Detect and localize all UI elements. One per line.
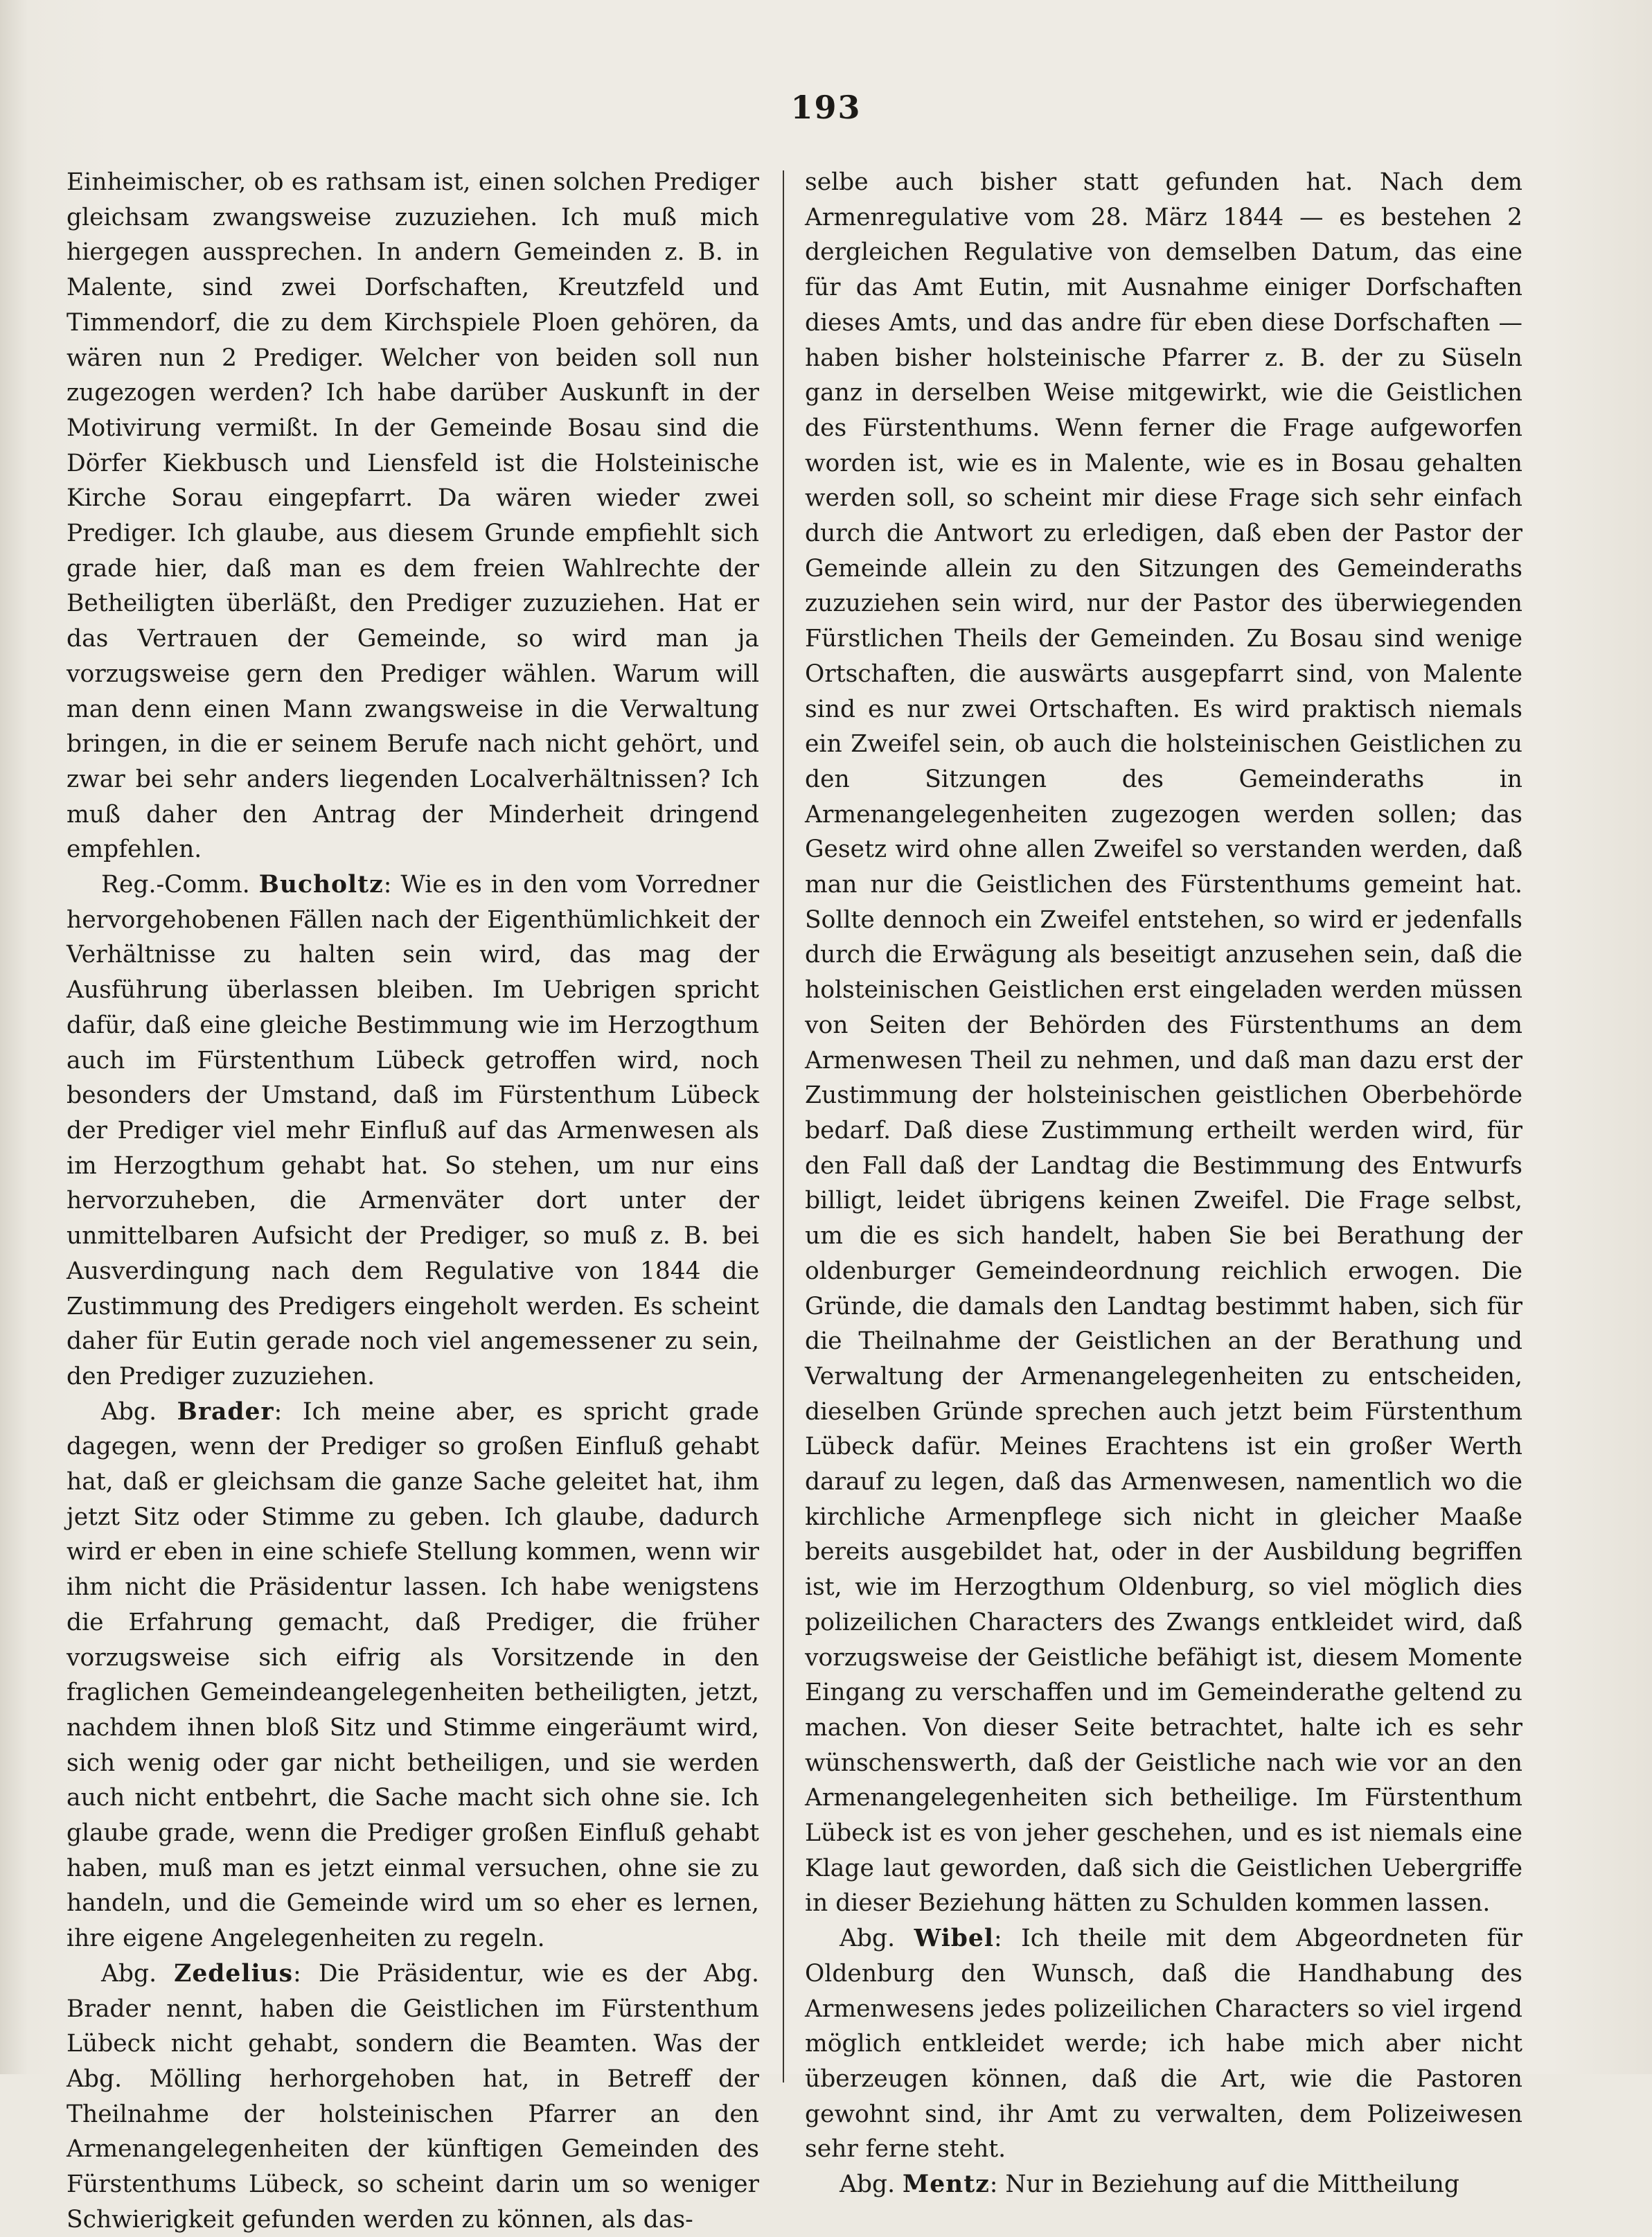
paragraph-continuation	[805, 165, 1522, 1921]
speech-brader: Abg. Brader: Ich meine aber, es spricht grade dagegen, wenn der Prediger so großen Einfluß gehabt hat, daß er gleichsam die ganze Sache geleitet hat, ihm jetzt Sitz oder Stimme zu geben. Ich glaube, dadurch wird er eben in eine schiefe Stellung kommen, wenn wir ihm nicht die Präsidentur lassen. Ich habe wenigstens die Erfahrung gemacht, daß Prediger, die früher vorzugsweise sich eifrig als Vorsitzende in den fraglichen Gemeindeangelegenheiten betheiligten, jetzt, nachdem ihnen bloß Sitz und Stimme eingeräumt wird, sich wenig oder gar nicht betheiligen, und sie werden auch nicht entbehrt, die Sache macht sich ohne sie. Ich glaube grade, wenn die Prediger großen Einfluß gehabt haben, muß man es jetzt einmal versuchen, ohne sie zu handeln, und die Gemeinde wird um so eher es lernen, ihre eigene Angelegenheiten zu regeln.	[66, 1397, 759, 1953]
speaker-name: Wibel	[914, 1925, 994, 1953]
speech-wibel: Abg. Wibel: Ich theile mit dem Abgeordneten für Oldenburg den Wunsch, daß die Handhabung des Armenwesens jedes polizeilichen Characters so viel irgend möglich entkleidet werde; ich habe mich aber nicht überzeugen können, daß die Art, wie die Pastoren gewohnt sind, ihr Amt zu verwalten, dem Polizeiwesen sehr ferne steht.	[805, 1925, 1523, 2164]
speaker-prefix: Reg.-Comm.	[101, 871, 250, 899]
paragraph-continuation	[66, 165, 759, 867]
speaker-prefix: Abg.	[101, 1959, 157, 1988]
paragraph-text: selbe auch bisher statt gefunden hat. Nach dem Armenregulative vom 28. März 1844 — es bestehen 2 dergleichen Regulative von demselben Datum, das eine für das Amt Eutin, mit Ausnahme einiger Dorfschaften dieses Amts, und das andre für eben diese Dorfschaften — haben bisher holsteinische Pfarrer z. B. der zu Süseln ganz in derselben Weise mitgewirkt, wie die Geistlichen des Fürstenthums. Wenn ferner die Frage aufgeworfen worden ist, wie es in Malente, wie es in Bosau gehalten werden soll, so scheint mir diese Frage sich sehr einfach durch die Antwort zu erledigen, daß eben der Pastor der Gemeinde allein zu den Sitzungen des Gemeinderaths zuzuziehen sein wird, nur der Pastor des überwiegenden Fürstlichen Theils der Gemeinden. Zu Bosau sind wenige Ortschaften, die auswärts ausgepfarrt sind, von Malente sind es nur zwei Ortschaften. Es wird praktisch niemals ein Zweifel sein, ob auch die holsteinischen Geistlichen zu den Sitzungen des Gemeinderaths in Armenangelegenheiten zugezogen werden sollen; das Gesetz wird ohne allen Zweifel so verstanden werden, daß man nur die Geistlichen des Fürstenthums gemeint hat. Sollte dennoch ein Zweifel entstehen, so wird er jedenfalls durch die Erwägung als beseitigt anzusehen sein, daß die holsteinischen Geistlichen erst eingeladen werden müssen von Seiten der Behörden des Fürstenthums an dem Armenwesen Theil zu nehmen, und daß man dazu erst der Zustimmung der holsteinischen geistlichen Oberbehörde bedarf. Daß diese Zustimmung ertheilt werden wird, für den Fall daß der Landtag die Bestimmung des Entwurfs billigt, leidet übrigens keinen Zweifel. Die Frage selbst, um die es sich handelt, haben Sie bei Berathung der oldenburger Gemeindeordnung reichlich erwogen. Die Gründe, die damals den Landtag bestimmt haben, sich für die Theilnahme der Geistlichen an der Berathung und Verwaltung der Armenangelegenheiten zu entscheiden, dieselben Gründe sprechen auch jetzt beim Fürstenthum Lübeck dafür. Meines Erachtens ist ein großer Werth darauf zu legen, daß das Armenwesen, namentlich wo die kirchliche Armenpflege sich nicht in gleicher Maaße bereits ausgebildet hat, oder in der Ausbildung begriffen ist, wie im Herzogthum Oldenburg, so viel möglich dies polizeilichen Characters des Zwangs entkleidet wird, daß vorzugsweise der Geistliche befähigt ist, diesem Momente Eingang zu verschaffen und im Gemeinderathe geltend zu machen. Von dieser Seite betrachtet, halte ich es sehr wünschenswerth, daß der Geistliche nach wie vor an den Armenangelegenheiten sich betheilige. Im Fürstenthum Lübeck ist es von jeher geschehen, und es ist niemals eine Klage laut geworden, daß sich die Geistlichen Uebergriffe in dieser Beziehung hätten zu Schulden kommen lassen.	[805, 168, 1522, 1918]
speaker-name: Brader	[177, 1397, 274, 1426]
speaker-name: Bucholtz	[258, 871, 384, 899]
page-number: 193	[790, 89, 862, 126]
paragraph-text: Nur in Beziehung auf die Mittheilung	[1005, 2170, 1459, 2199]
speaker-prefix: Abg.	[840, 1925, 896, 1953]
speech-bucholtz: Reg.-Comm. Bucholtz: Wie es in den vom Vorredner hervorgehobenen Fällen nach der Eigenthümlichkeit der Verhältnisse zu halten sein wird, das mag der Ausführung überlassen bleiben. Im Uebrigen spricht dafür, daß eine gleiche Bestimmung wie im Herzogthum auch im Fürstenthum Lübeck getroffen wird, noch besonders der Umstand, daß im Fürstenthum Lübeck der Prediger viel mehr Einfluß auf das Armenwesen als im Herzogthum gehabt hat. So stehen, um nur eins hervorzuheben, die Armenväter dort unter der unmittelbaren Aufsicht der Prediger, so muß z. B. bei Ausverdingung nach dem Regulative von 1844 die Zustimmung des Predigers eingeholt werden. Es scheint daher für Eutin gerade noch viel angemessener zu sein, den Prediger zuzuziehen.	[66, 871, 759, 1390]
left-column	[66, 165, 759, 2237]
speech-zedelius: Abg. Zedelius: Die Präsidentur, wie es der Abg. Brader nennt, haben die Geistlichen im Fürstenthum Lübeck nicht gehabt, sondern die Beamten. Was der Abg. Mölling herhorgehoben hat, in Betreff der Theilnahme der holsteinischen Pfarrer an den Armenangelegenheiten der künftigen Gemeinden des Fürstenthums Lübeck, so scheint darin um so weniger Schwierigkeit gefunden werden zu können, als das-	[66, 1959, 760, 2234]
paragraph-text: Wie es in den vom Vorredner hervorgehobenen Fällen nach der Eigenthümlichkeit der Verhältnisse zu halten sein wird, das mag der Ausführung überlassen bleiben. Im Uebrigen spricht dafür, daß eine gleiche Bestimmung wie im Herzogthum auch im Fürstenthum Lübeck getroffen wird, noch besonders der Umstand, daß im Fürstenthum Lübeck der Prediger viel mehr Einfluß auf das Armenwesen als im Herzogthum gehabt hat. So stehen, um nur eins hervorzuheben, die Armenväter dort unter der unmittelbaren Aufsicht der Prediger, so muß z. B. bei Ausverdingung nach dem Regulative von 1844 die Zustimmung des Predigers eingeholt werden. Es scheint daher für Eutin gerade noch viel angemessener zu sein, den Prediger zuzuziehen.	[66, 871, 759, 1390]
paragraph-text: Ich meine aber, es spricht grade dagegen, wenn der Prediger so großen Einfluß gehabt hat, daß er gleichsam die ganze Sache geleitet hat, ihm jetzt Sitz oder Stimme zu geben. Ich glaube, dadurch wird er eben in eine schiefe Stellung kommen, wenn wir ihm nicht die Präsidentur lassen. Ich habe wenigstens die Erfahrung gemacht, daß Prediger, die früher vorzugsweise sich eifrig als Vorsitzende in den fraglichen Gemeindeangelegenheiten betheiligten, jetzt, nachdem ihnen bloß Sitz und Stimme eingeräumt wird, sich wenig oder gar nicht betheiligen, und sie werden auch nicht entbehrt, die Sache macht sich ohne sie. Ich glaube grade, wenn die Prediger großen Einfluß gehabt haben, muß man es jetzt einmal versuchen, ohne sie zu handeln, und die Gemeinde wird um so eher es lernen, ihre eigene Angelegenheiten zu regeln.	[66, 1397, 759, 1953]
speech-mentz: Abg. Mentz: Nur in Beziehung auf die Mittheilung	[840, 2170, 1459, 2199]
paragraph-text: Einheimischer, ob es rathsam ist, einen solchen Prediger gleichsam zwangsweise zuzuziehen. Ich muß mich hiergegen aussprechen. In andern Gemeinden z. B. in Malente, sind zwei Dorfschaften, Kreutzfeld und Timmendorf, die zu dem Kirchspiele Ploen gehören, da wären nun 2 Prediger. Welcher von beiden soll nun zugezogen werden? Ich habe darüber Auskunft in der Motivirung vermißt. In der Gemeinde Bosau sind die Dörfer Kiekbusch und Liensfeld ist die Holsteinische Kirche Sorau eingepfarrt. Da wären wieder zwei Prediger. Ich glaube, aus diesem Grunde empfiehlt sich grade hier, daß man es dem freien Wahlrechte der Betheiligten überläßt, den Prediger zuzuziehen. Hat er das Vertrauen der Gemeinde, so wird man ja vorzugsweise gern den Prediger wählen. Warum will man denn einen Mann zwangsweise in die Verwaltung bringen, in die er seinem Berufe nach nicht gehört, und zwar bei sehr anders liegenden Localverhältnissen? Ich muß daher den Antrag der Minderheit dringend empfehlen.	[66, 168, 759, 864]
speaker-name: Zedelius	[174, 1959, 294, 1988]
column-divider	[783, 170, 784, 2083]
right-column	[805, 165, 1522, 2202]
speaker-prefix: Abg.	[101, 1397, 157, 1426]
paragraph-text: Die Präsidentur, wie es der Abg. Brader nennt, haben die Geistlichen im Fürstenthum Lübeck nicht gehabt, sondern die Beamten. Was der Abg. Mölling herhorgehoben hat, in Betreff der Theilnahme der holsteinischen Pfarrer an den Armenangelegenheiten der künftigen Gemeinden des Fürstenthums Lübeck, so scheint darin um so weniger Schwierigkeit gefunden werden zu können, als das-	[66, 1959, 760, 2234]
speaker-prefix: Abg.	[840, 2170, 896, 2199]
paragraph-text: Ich theile mit dem Abgeordneten für Oldenburg den Wunsch, daß die Handhabung des Armenwesens jedes polizeilichen Characters so viel irgend möglich entkleidet werde; ich habe mich aber nicht überzeugen können, daß die Art, wie die Pastoren gewohnt sind, ihr Amt zu verwalten, dem Polizeiwesen sehr ferne steht.	[805, 1925, 1523, 2164]
speaker-name: Mentz	[903, 2170, 990, 2199]
